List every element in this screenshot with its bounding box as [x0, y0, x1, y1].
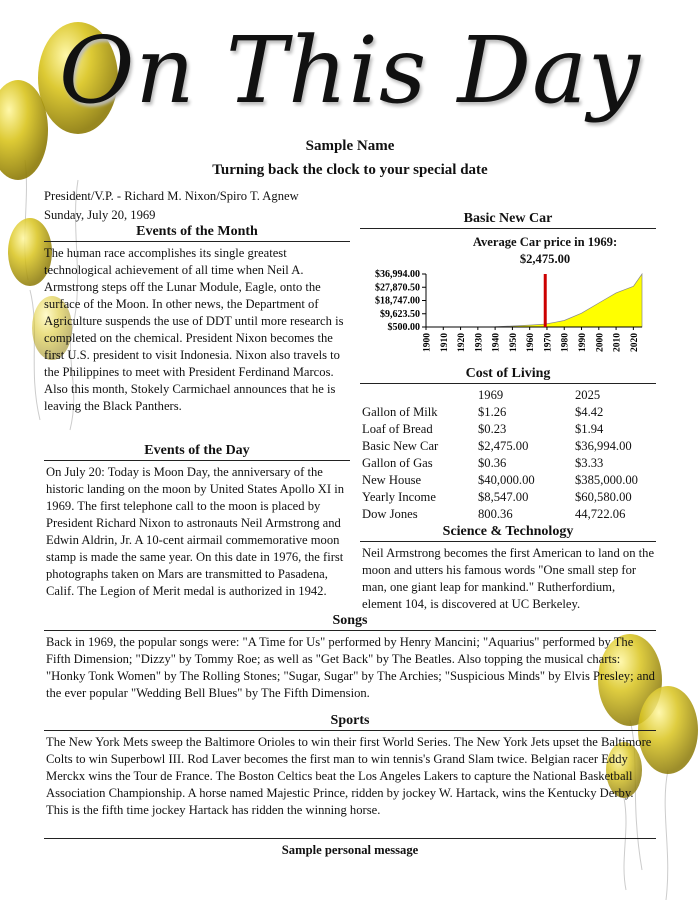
cost-cell-b: $385,000.00 [575, 473, 638, 487]
events-day-heading: Events of the Day [44, 443, 350, 461]
cost-cell-item: New House [362, 473, 422, 487]
events-month-text: The human race accomplishes its single greatest technological achievement of all time when Neil A. Armstrong steps off the Lunar Module, Eagle, onto the surface of the Moon. In other news, the Department of Agriculture suspends the use of DDT until more research is completed on the chemical. President Nixon becomes the first U.S. president to visit Indonesia. Nixon also travels to the Philippines to meet with President Ferdinand Marcos. Also this month, Stokely Carmichael announces that he is leaving the Black Panthers. [44, 246, 344, 413]
cost-cell-item: Gallon of Milk [362, 405, 438, 419]
science-text: Neil Armstrong becomes the first American to land on the moon and utters his famous words "One small step for man, one giant leap for mankind." Rutherfordium, element 104, is discovered at UC Berkeley. [362, 546, 655, 611]
cost-cell-a: $0.23 [478, 422, 507, 436]
cost-row [362, 472, 638, 489]
footer-divider [44, 838, 656, 839]
year-b-header: 2025 [575, 388, 601, 402]
sports-heading: Sports [44, 713, 656, 731]
y-tick-label: $9,623.50 [380, 308, 420, 320]
cost-cell-a: $40,000.00 [478, 473, 535, 487]
cost-row [362, 438, 638, 455]
president-line: President/V.P. - Richard M. Nixon/Spiro T. Agnew [44, 189, 299, 203]
page-title: On This Day [58, 17, 641, 124]
x-tick-label: 1990 [578, 333, 589, 352]
sports-text: The New York Mets sweep the Baltimore Orioles to win their first World Series. The New York Jets upset the Baltimore Colts to win Superbowl III. Rod Laver becomes the first man to win tennis's Grand Slam twice. Belgian racer Eddy Merckx wins the Tour de France. The Boston Celtics beat the Los Angeles Lakers to capture the National Basketball Association Championship. A horse named Majestic Prince, ridden by jockey W. Hartack, wins the Kentucky Derby. This is the fifth time jockey Hartack has ridden the winning horse. [46, 735, 652, 817]
cost-cell-item: Yearly Income [362, 490, 436, 504]
x-tick-label: 1970 [543, 333, 554, 352]
x-tick-label: 1940 [491, 333, 502, 352]
cost-cell-b: $3.33 [575, 456, 604, 470]
date-line: Sunday, July 20, 1969 [44, 208, 156, 222]
cost-cell-item: Gallon of Gas [362, 456, 433, 470]
songs-heading: Songs [44, 613, 656, 631]
x-tick-label: 1980 [560, 333, 571, 352]
x-tick-label: 1950 [508, 333, 519, 352]
car-price-chart [360, 266, 660, 368]
cost-table [362, 387, 638, 523]
x-tick-label: 2020 [629, 333, 640, 352]
cost-cell-item: Loaf of Bread [362, 422, 433, 436]
y-tick-label: $500.00 [387, 322, 420, 333]
cost-row [362, 489, 638, 506]
cost-cell-b: $4.42 [575, 405, 604, 419]
cost-cell-a: $1.26 [478, 405, 507, 419]
y-tick-label: $36,994.00 [375, 269, 420, 280]
cost-cell-a: 800.36 [478, 507, 513, 521]
cost-cell-b: 44,722.06 [575, 507, 626, 521]
y-tick-label: $27,870.50 [375, 282, 420, 294]
events-day-text: On July 20: Today is Moon Day, the anniversary of the historic landing on the moon by United States Apollo XI in 1969. The first telephone call to the moon is placed by President Richard Nixon to astronauts Neil Armstrong and Edwin Aldrin, Jr. A 10-cent airmail commemorative moon stamp is made the same year. On this date in 1976, the first photographs taken on Mars are transmitted to Pasadena, Calif. The Legion of Merit medal is authorized in 1942. [46, 465, 345, 598]
cost-row [362, 421, 638, 438]
cost-cell-b: $36,994.00 [575, 439, 632, 453]
cost-cell-a: $8,547.00 [478, 490, 529, 504]
cost-cell-b: $1.94 [575, 422, 604, 436]
cost-row [362, 404, 638, 421]
cost-cell-item: Dow Jones [362, 507, 418, 521]
cost-heading: Cost of Living [360, 366, 656, 384]
car-heading: Basic New Car [360, 211, 656, 229]
cost-header-row [362, 387, 638, 404]
x-tick-label: 1920 [457, 333, 468, 352]
x-tick-label: 1930 [474, 333, 485, 352]
personal-message: Sample personal message [281, 843, 419, 857]
y-tick-label: $18,747.00 [375, 295, 420, 307]
chart-highlight-value: $2,475.00 [519, 252, 571, 266]
x-tick-label: 2000 [595, 333, 606, 352]
price-area [426, 274, 642, 327]
recipient-name: Sample Name [305, 138, 395, 154]
cost-cell-item: Basic New Car [362, 439, 439, 453]
cost-cell-b: $60,580.00 [575, 490, 632, 504]
x-tick-label: 1960 [526, 333, 537, 352]
cost-cell-a: $0.36 [478, 456, 507, 470]
x-tick-label: 1910 [439, 333, 450, 352]
x-tick-label: 2010 [612, 333, 623, 352]
cost-row [362, 506, 638, 523]
science-heading: Science & Technology [360, 524, 656, 542]
year-a-header: 1969 [478, 388, 504, 402]
x-tick-label: 1900 [422, 333, 433, 352]
songs-text: Back in 1969, the popular songs were: "A Time for Us" performed by Henry Mancini; "Aquarius" performed by The Fifth Dimension; "Dizzy" by Tommy Roe; as well as "Get Back" by The Beatles. Also topping the musical charts: "Honky Tonk Women" by The Rolling Stones; "Sugar, Sugar" by The Archies; "Suspicious Minds" by Elvis Presley; and the ever popular "Wedding Bell Blues" by The Fifth Dimension. [46, 635, 655, 700]
cost-cell-a: $2,475.00 [478, 439, 529, 453]
cost-row [362, 455, 638, 472]
chart-title: Average Car price in 1969: [472, 235, 618, 249]
events-month-heading: Events of the Month [44, 224, 350, 242]
page-subtitle: Turning back the clock to your special date [212, 162, 488, 178]
